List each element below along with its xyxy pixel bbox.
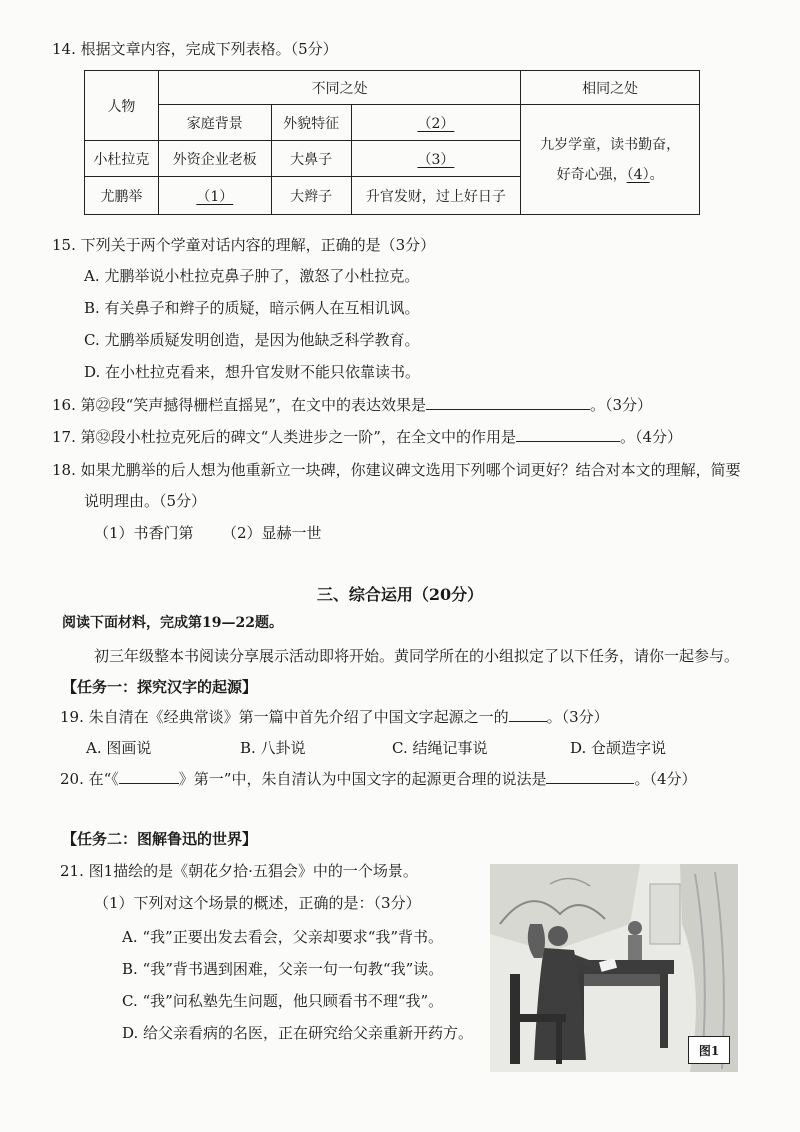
q17-text: 17. 第㉜段小杜拉克死后的碑文“人类进步之一阶”，在全文中的作用是 (52, 428, 516, 446)
row1-family: 外资企业老板 (158, 141, 271, 177)
row2-goal: 升官发财，过上好日子 (351, 177, 521, 215)
row1-name: 小杜拉克 (85, 141, 159, 177)
q15-stem: 15. 下列关于两个学童对话内容的理解，正确的是（3分） (52, 236, 436, 254)
q16-answer-blank[interactable] (426, 409, 590, 410)
q16-score: 。（3分） (589, 396, 653, 414)
section-title: 三、综合运用（20分） (316, 585, 484, 604)
row2-name: 尤鹏举 (85, 177, 159, 215)
sub-family: 家庭背景 (158, 105, 271, 141)
same-line2-pre: 好奇心强， (556, 166, 627, 183)
q17 (52, 426, 682, 447)
header-same: 相同之处 (521, 71, 700, 105)
section-paragraph: 初三年级整本书阅读分享展示活动即将开始。黄同学所在的小组拟定了以下任务，请你一起参与。 (94, 647, 740, 665)
q20-book-blank[interactable] (119, 783, 179, 784)
q16-text: 16. 第㉒段“笑声撼得栅栏直摇晃”，在文中的表达效果是 (52, 396, 426, 414)
q15-option-d[interactable]: D. 在小杜拉克看来，想升官发财不能只依靠读书。 (84, 363, 421, 381)
q21-option-d[interactable]: D. 给父亲看病的名医，正在研究给父亲重新开药方。 (122, 1024, 474, 1042)
q20-text-2: 》第一”中，朱自清认为中国文字的起源更合理的说法是 (178, 770, 547, 788)
q15-option-a[interactable]: A. 尤鹏举说小杜拉克鼻子肿了，激怒了小杜拉克。 (84, 267, 420, 285)
q19 (60, 706, 609, 727)
section-intro: 阅读下面材料，完成第19—22题。 (62, 615, 283, 631)
q20-answer-blank[interactable] (546, 783, 634, 784)
blank-1[interactable]: （1） (196, 188, 234, 205)
q17-score: 。（4分） (619, 428, 683, 446)
same-line2-post: 。 (649, 166, 664, 183)
q21-sub1: （1）下列对这个场景的概述，正确的是：（3分） (94, 894, 421, 912)
q21-option-a[interactable]: A. “我”正要出发去看会，父亲却要求“我”背书。 (122, 928, 444, 946)
q15-option-c[interactable]: C. 尤鹏举质疑发明创造，是因为他缺乏科学教育。 (84, 331, 420, 349)
header-diff: 不同之处 (158, 71, 520, 105)
q14-table (84, 70, 700, 215)
row2-looks: 大辫子 (271, 177, 351, 215)
q19-option-b[interactable]: B. 八卦说 (240, 739, 306, 757)
q19-text: 19. 朱自清在《经典常谈》第一篇中首先介绍了中国文字起源之一的 (60, 708, 509, 726)
q18-option-2: （2）显赫一世 (222, 524, 322, 542)
task2-title: 【任务二：图解鲁迅的世界】 (62, 830, 258, 848)
q20-score: 。（4分） (634, 770, 697, 788)
blank-4[interactable]: （4） (626, 166, 650, 183)
q16 (52, 394, 652, 415)
sub-looks: 外貌特征 (271, 105, 351, 141)
q21-option-c[interactable]: C. “我”问私塾先生问题，他只顾看书不理“我”。 (122, 992, 444, 1010)
q18-option-1: （1）书香门第 (94, 524, 194, 542)
q19-option-a[interactable]: A. 图画说 (86, 739, 152, 757)
q21-option-b[interactable]: B. “我”背书遇到困难，父亲一句一句教“我”读。 (122, 960, 444, 978)
q19-score: 。（3分） (546, 708, 609, 726)
row1-looks: 大鼻子 (271, 141, 351, 177)
q19-option-c[interactable]: C. 结绳记事说 (392, 739, 488, 757)
same-line1: 九岁学童，读书勤奋， (540, 136, 681, 153)
q20 (60, 768, 697, 789)
q14-stem: 14. 根据文章内容，完成下列表格。（5分） (52, 40, 338, 58)
q18-line2: 说明理由。（5分） (84, 492, 207, 510)
q19-option-d[interactable]: D. 仓颉造字说 (570, 739, 667, 757)
q15-option-b[interactable]: B. 有关鼻子和辫子的质疑，暗示俩人在互相讥讽。 (84, 299, 420, 317)
header-person: 人物 (85, 71, 159, 141)
q18-line1: 18. 如果尤鹏举的后人想为他重新立一块碑，你建议碑文选用下列哪个词更好？结合对本文的理解，简要 (52, 461, 741, 479)
task1-title: 【任务一：探究汉字的起源】 (62, 678, 258, 696)
blank-2[interactable]: （2） (417, 115, 455, 132)
q19-answer-blank[interactable] (509, 721, 547, 722)
q20-text-1: 20. 在“《 (60, 770, 119, 788)
q21-stem: 21. 图1描绘的是《朝花夕拾·五猖会》中的一个场景。 (60, 862, 418, 880)
blank-3[interactable]: （3） (417, 151, 455, 168)
q17-answer-blank[interactable] (516, 441, 620, 442)
figure-label: 图1 (688, 1036, 730, 1064)
figure-1-illustration (490, 864, 738, 1072)
